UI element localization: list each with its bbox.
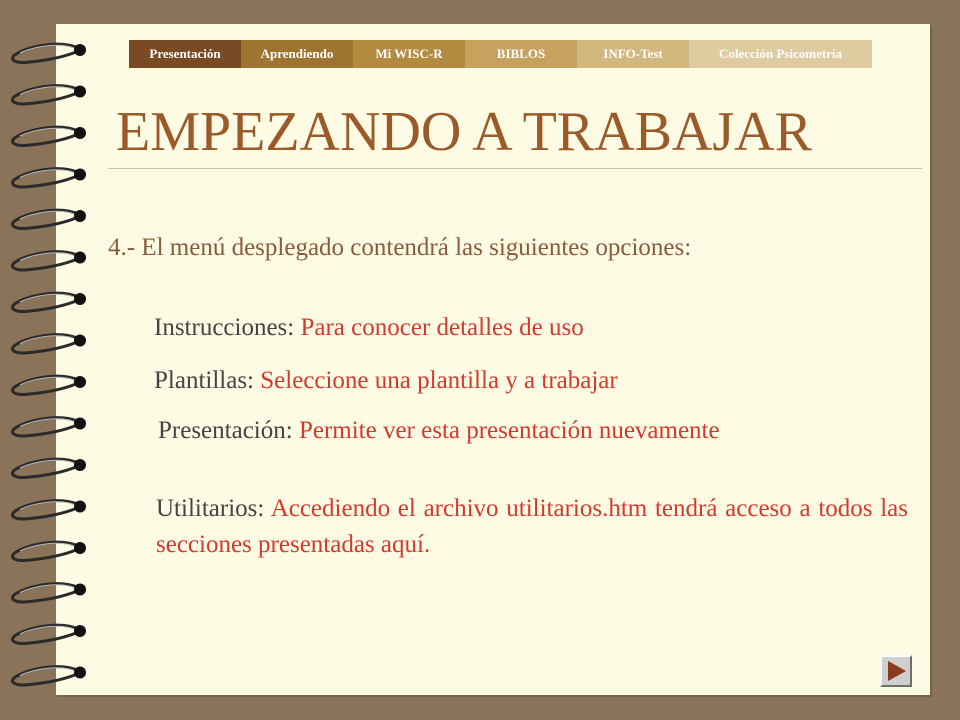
option-plantillas: [154, 367, 618, 395]
play-right-icon: [882, 657, 910, 685]
option-description: Seleccione una plantilla y a trabajar: [260, 367, 618, 394]
option-label: Instrucciones:: [154, 314, 295, 341]
tab-mi-wisc-r[interactable]: Mi WISC-R: [353, 40, 465, 68]
page-title: EMPEZANDO A TRABAJAR: [116, 101, 812, 163]
option-instrucciones: [154, 314, 584, 342]
spiral-ring: [12, 584, 86, 602]
option-label: Presentación:: [158, 417, 293, 444]
spiral-ring: [12, 625, 86, 643]
spiral-ring: [12, 127, 86, 145]
tab-aprendiendo[interactable]: Aprendiendo: [241, 40, 353, 68]
option-label: Plantillas:: [154, 367, 254, 394]
title-divider: [108, 168, 922, 169]
spiral-ring: [12, 44, 86, 62]
spiral-ring: [12, 418, 86, 436]
option-description: Permite ver esta presentación nuevamente: [298, 417, 720, 444]
top-nav: [129, 40, 872, 68]
next-slide-button[interactable]: [880, 655, 912, 687]
spiral-binding: [0, 0, 110, 720]
option-utilitarios: [156, 491, 908, 563]
tab-presentacion[interactable]: Presentación: [129, 40, 241, 68]
spiral-ring: [12, 86, 86, 104]
spiral-ring: [12, 169, 86, 187]
spiral-ring: [12, 210, 86, 228]
spiral-ring: [12, 667, 86, 685]
tab-biblos[interactable]: BIBLOS: [465, 40, 577, 68]
spiral-ring: [12, 542, 86, 560]
option-description: Para conocer detalles de uso: [300, 314, 584, 341]
option-description: Accediendo el archivo utilitarios.htm tendrá acceso a todos las secciones presentadas aquí.: [156, 495, 908, 558]
option-label: Utilitarios:: [156, 495, 265, 522]
intro-text: 4.- El menú desplegado contendrá las siguientes opciones:: [108, 234, 692, 261]
option-presentacion: [158, 417, 720, 445]
spiral-ring: [12, 501, 86, 519]
spiral-ring: [12, 252, 86, 270]
spiral-ring: [12, 376, 86, 394]
tab-coleccion-psicometria[interactable]: Colección Psicometría: [689, 40, 872, 68]
spiral-ring: [12, 459, 86, 477]
tab-info-test[interactable]: INFO-Test: [577, 40, 689, 68]
spiral-ring: [12, 335, 86, 353]
spiral-ring: [12, 293, 86, 311]
